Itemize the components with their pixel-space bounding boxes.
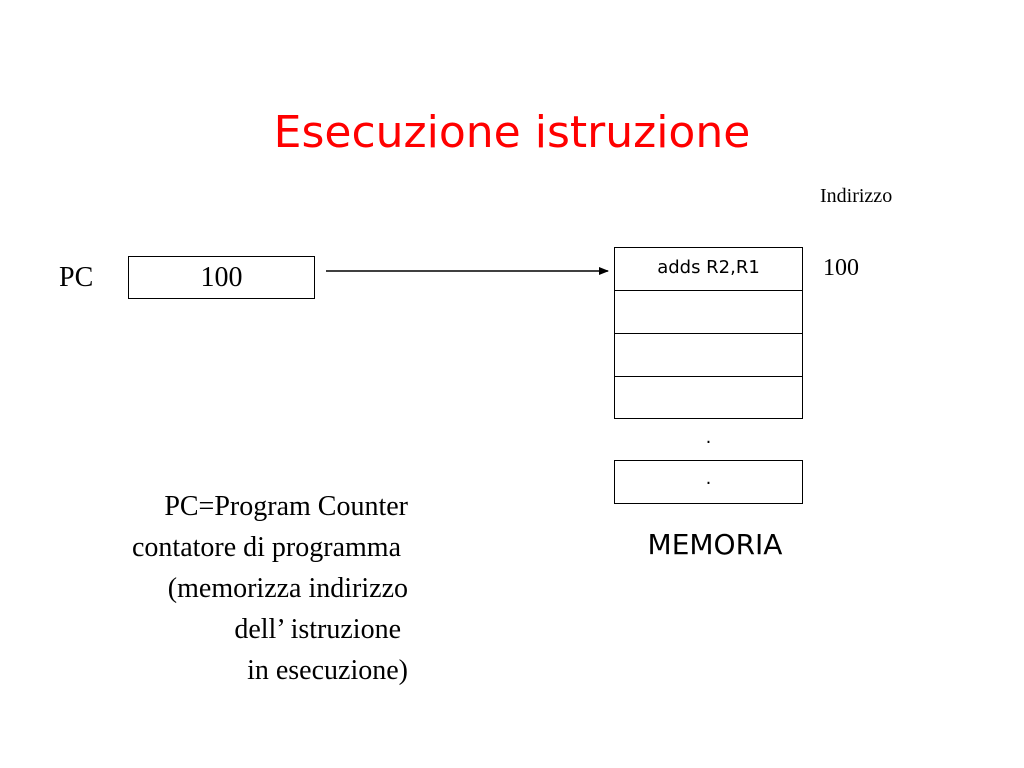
pc-label: PC xyxy=(59,262,94,293)
memory-ellipsis: . xyxy=(705,427,712,448)
slide-title: Esecuzione istruzione xyxy=(273,107,751,158)
memory-cell-last: . xyxy=(614,460,803,504)
description-line: dell’ istruzione xyxy=(234,614,408,645)
pc-register-box: 100 xyxy=(128,256,315,299)
memory-cell xyxy=(614,376,803,419)
memory-label: MEMORIA xyxy=(647,528,783,561)
memory-cell-instruction: adds R2,R1 xyxy=(614,247,803,291)
description-line: (memorizza indirizzo xyxy=(167,573,408,604)
pc-description xyxy=(40,486,408,691)
description-line: contatore di programma xyxy=(131,532,408,563)
memory-cell xyxy=(614,290,803,334)
description-line: PC=Program Counter xyxy=(164,491,408,522)
address-column-header: Indirizzo xyxy=(820,185,893,207)
address-value: 100 xyxy=(823,255,859,281)
memory-cell xyxy=(614,333,803,377)
description-line: in esecuzione) xyxy=(247,655,408,686)
